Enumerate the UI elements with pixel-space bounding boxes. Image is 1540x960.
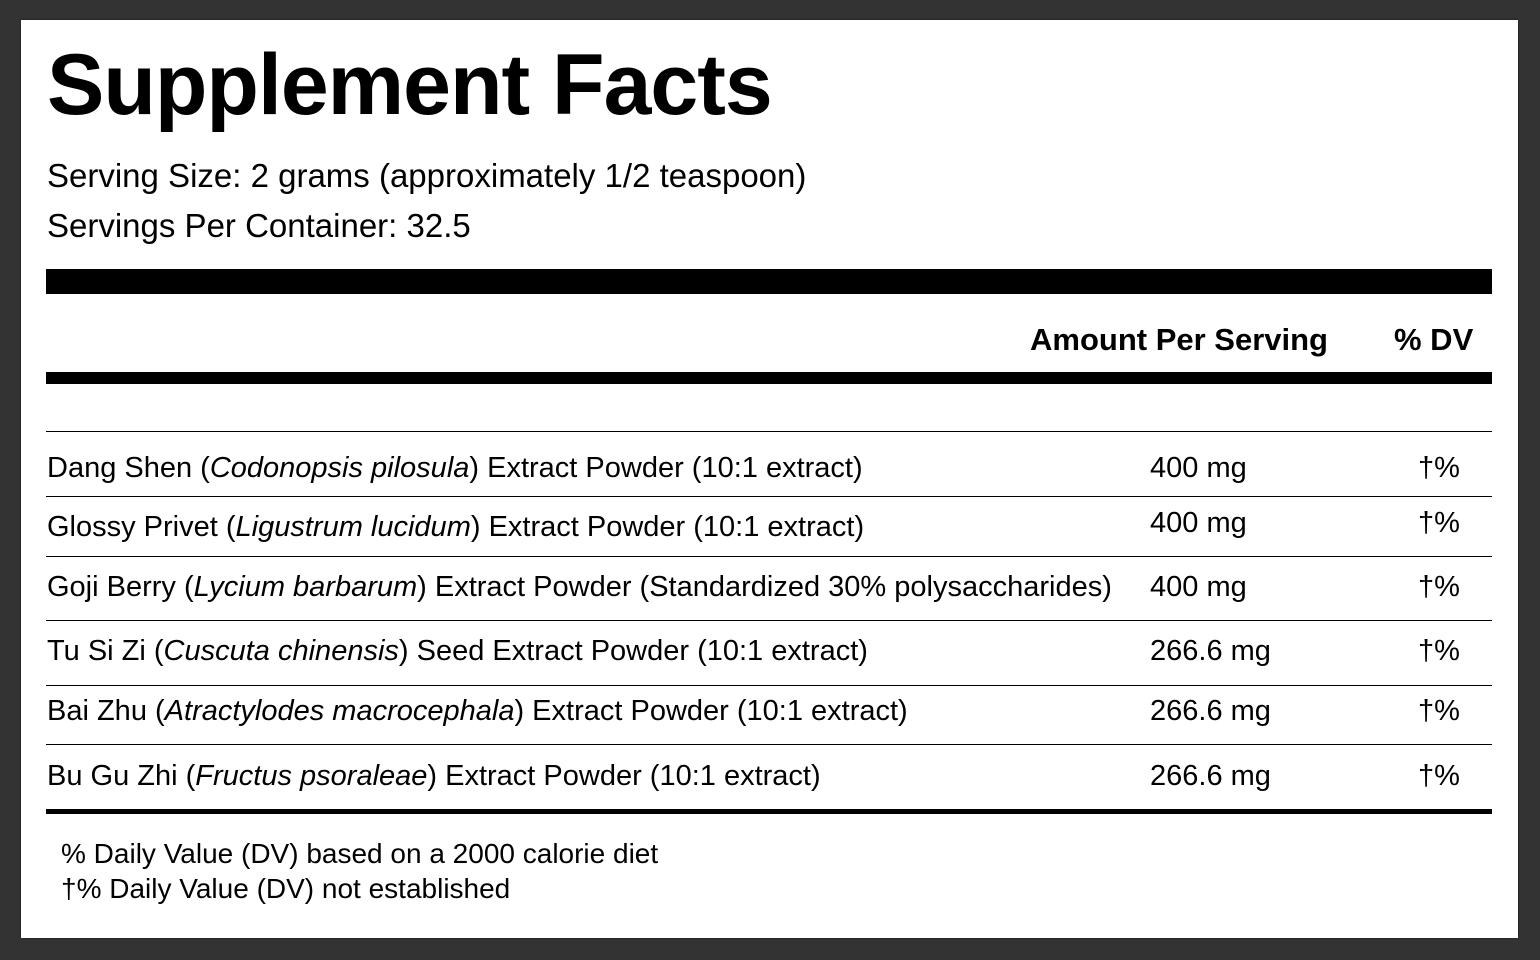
row-divider <box>46 685 1492 686</box>
amount-per-serving-header: Amount Per Serving <box>1030 322 1328 357</box>
page-title: Supplement Facts <box>47 37 772 133</box>
daily-value-header: % DV <box>1394 322 1474 357</box>
ingredient-dv: †% <box>1418 571 1460 603</box>
serving-size: Serving Size: 2 grams (approximately 1/2 teaspoon) <box>47 157 807 194</box>
ingredient-dv: †% <box>1418 452 1460 484</box>
footnote-dv-not-established: †% Daily Value (DV) not established <box>61 873 511 904</box>
row-divider <box>46 556 1492 557</box>
ingredient-amount: 266.6 mg <box>1150 635 1271 667</box>
ingredient-name: Tu Si Zi (Cuscuta chinensis) Seed Extract Powder (10:1 extract) <box>47 635 868 667</box>
ingredient-amount: 400 mg <box>1150 507 1247 539</box>
ingredient-dv: †% <box>1418 760 1460 792</box>
row-divider <box>46 744 1492 745</box>
ingredient-name: Bu Gu Zhi (Fructus psoraleae) Extract Powder (10:1 extract) <box>47 760 821 792</box>
supplement-facts-panel <box>21 20 1518 938</box>
ingredient-amount: 266.6 mg <box>1150 760 1271 792</box>
row-divider <box>46 620 1492 621</box>
row-divider <box>46 496 1492 497</box>
ingredient-name: Dang Shen (Codonopsis pilosula) Extract Powder (10:1 extract) <box>47 452 863 484</box>
divider-thick-bottom <box>46 809 1492 814</box>
ingredient-dv: †% <box>1418 635 1460 667</box>
footnote-dv-basis: % Daily Value (DV) based on a 2000 calorie diet <box>61 838 659 869</box>
ingredient-dv: †% <box>1418 695 1460 727</box>
divider-thick-mid <box>46 372 1492 384</box>
ingredient-name: Goji Berry (Lycium barbarum) Extract Powder (Standardized 30% polysaccharides) <box>47 571 1112 603</box>
ingredient-name: Glossy Privet (Ligustrum lucidum) Extract Powder (10:1 extract) <box>47 511 865 543</box>
ingredient-name: Bai Zhu (Atractylodes macrocephala) Extract Powder (10:1 extract) <box>47 695 908 727</box>
ingredient-dv: †% <box>1418 507 1460 539</box>
ingredient-amount: 266.6 mg <box>1150 695 1271 727</box>
divider-thick-top <box>46 269 1492 294</box>
ingredient-amount: 400 mg <box>1150 571 1247 603</box>
ingredient-amount: 400 mg <box>1150 452 1247 484</box>
servings-per-container: Servings Per Container: 32.5 <box>47 207 471 244</box>
row-divider <box>46 431 1492 432</box>
